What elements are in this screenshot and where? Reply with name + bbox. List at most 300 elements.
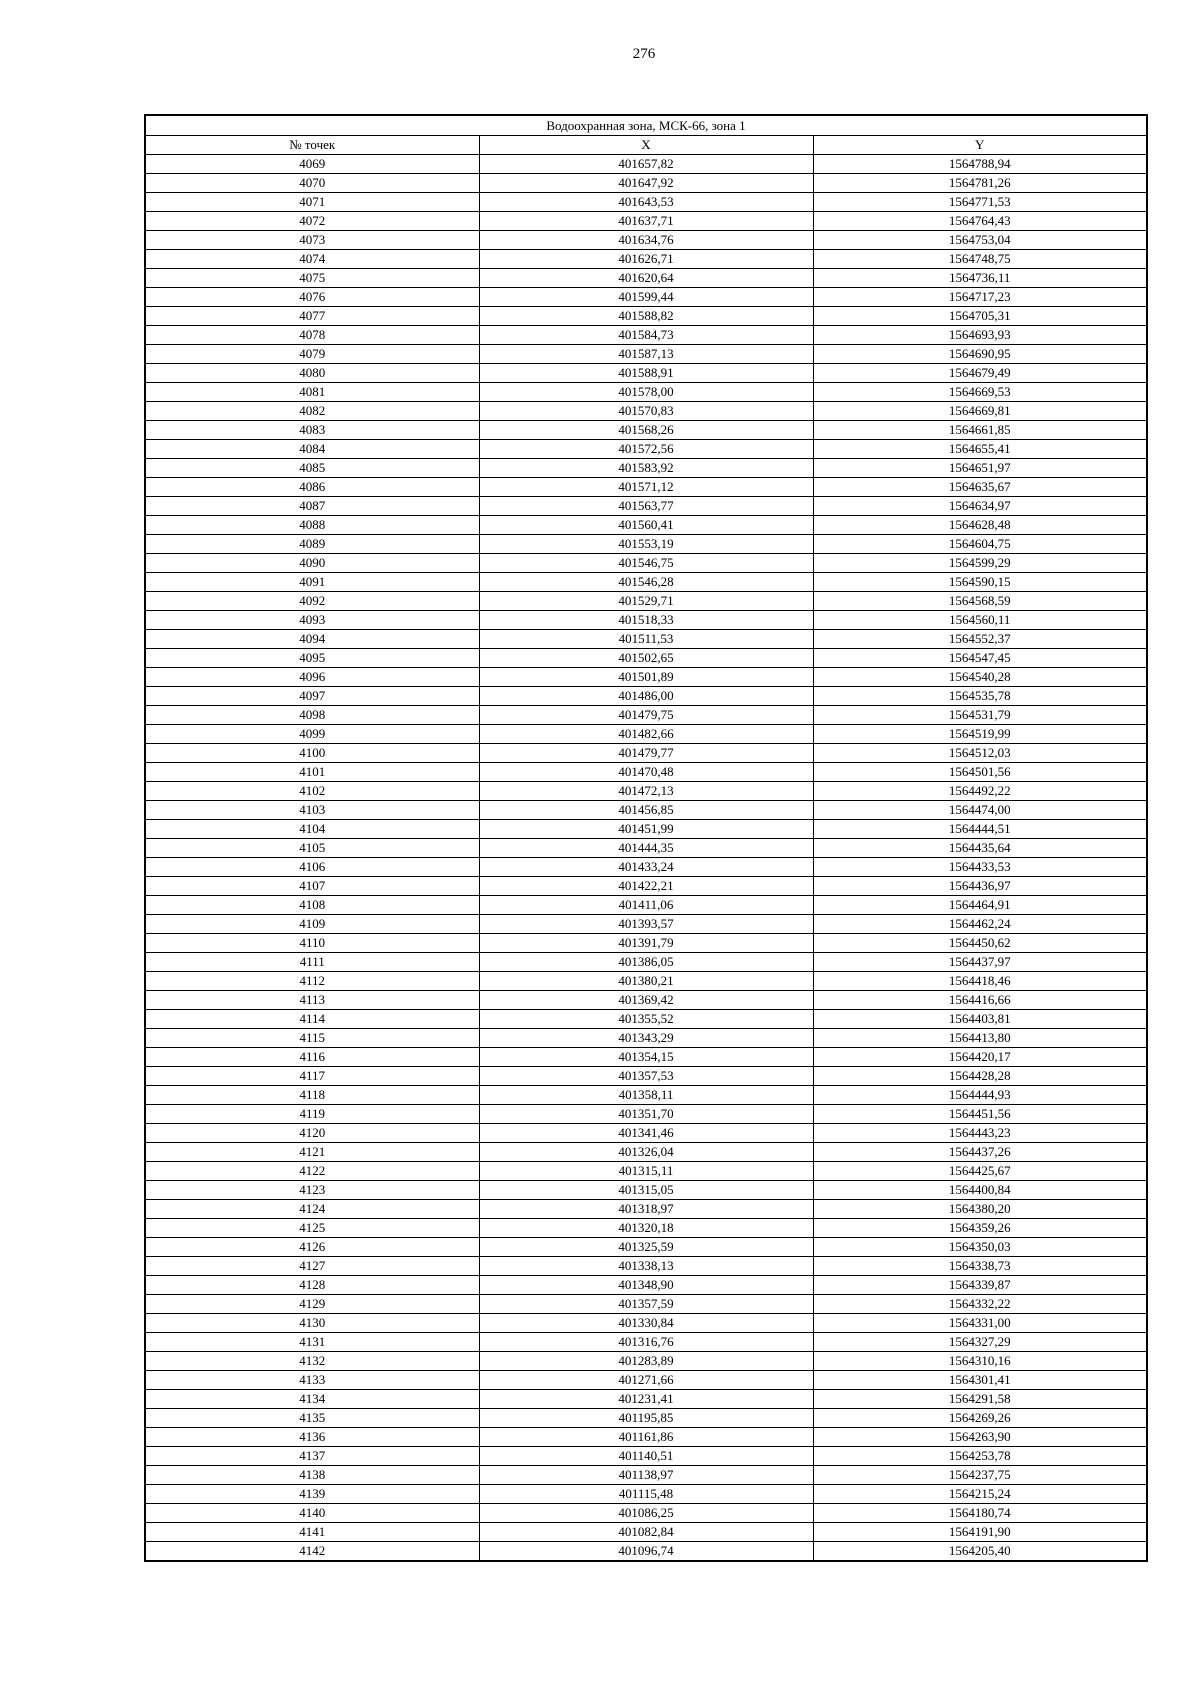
cell-point-number: 4135: [145, 1409, 479, 1428]
cell-point-number: 4117: [145, 1067, 479, 1086]
table-row: [145, 307, 1147, 326]
header-point-number: № точек: [145, 136, 479, 155]
table-row: [145, 497, 1147, 516]
cell-x: 401391,79: [479, 934, 813, 953]
cell-point-number: 4111: [145, 953, 479, 972]
table-row: [145, 1257, 1147, 1276]
cell-y: 1564269,26: [813, 1409, 1147, 1428]
cell-point-number: 4114: [145, 1010, 479, 1029]
cell-point-number: 4081: [145, 383, 479, 402]
cell-point-number: 4138: [145, 1466, 479, 1485]
cell-x: 401357,59: [479, 1295, 813, 1314]
cell-x: 401444,35: [479, 839, 813, 858]
cell-x: 401511,53: [479, 630, 813, 649]
cell-point-number: 4071: [145, 193, 479, 212]
cell-point-number: 4106: [145, 858, 479, 877]
table-row: [145, 155, 1147, 174]
cell-y: 1564359,26: [813, 1219, 1147, 1238]
table-title-row: [145, 115, 1147, 136]
cell-point-number: 4091: [145, 573, 479, 592]
cell-point-number: 4122: [145, 1162, 479, 1181]
cell-x: 401588,82: [479, 307, 813, 326]
table-row: [145, 991, 1147, 1010]
table-row: [145, 1276, 1147, 1295]
cell-point-number: 4141: [145, 1523, 479, 1542]
cell-x: 401330,84: [479, 1314, 813, 1333]
cell-y: 1564568,59: [813, 592, 1147, 611]
cell-x: 401578,00: [479, 383, 813, 402]
table-row: [145, 459, 1147, 478]
cell-y: 1564651,97: [813, 459, 1147, 478]
cell-y: 1564433,53: [813, 858, 1147, 877]
cell-point-number: 4134: [145, 1390, 479, 1409]
cell-y: 1564450,62: [813, 934, 1147, 953]
table-row: [145, 1105, 1147, 1124]
cell-x: 401482,66: [479, 725, 813, 744]
cell-x: 401637,71: [479, 212, 813, 231]
cell-x: 401283,89: [479, 1352, 813, 1371]
cell-point-number: 4097: [145, 687, 479, 706]
table-title: Водоохранная зона, МСК-66, зона 1: [145, 115, 1147, 136]
table-row: [145, 1314, 1147, 1333]
cell-x: 401479,75: [479, 706, 813, 725]
table-row: [145, 782, 1147, 801]
table-row: [145, 1371, 1147, 1390]
cell-x: 401386,05: [479, 953, 813, 972]
table-row: [145, 1200, 1147, 1219]
cell-point-number: 4074: [145, 250, 479, 269]
table-row: [145, 611, 1147, 630]
cell-x: 401456,85: [479, 801, 813, 820]
table-row: [145, 1048, 1147, 1067]
cell-y: 1564669,81: [813, 402, 1147, 421]
cell-point-number: 4131: [145, 1333, 479, 1352]
cell-point-number: 4105: [145, 839, 479, 858]
cell-y: 1564253,78: [813, 1447, 1147, 1466]
table-row: [145, 212, 1147, 231]
cell-y: 1564736,11: [813, 269, 1147, 288]
cell-x: 401518,33: [479, 611, 813, 630]
cell-point-number: 4087: [145, 497, 479, 516]
table-row: [145, 706, 1147, 725]
cell-y: 1564717,23: [813, 288, 1147, 307]
cell-x: 401599,44: [479, 288, 813, 307]
cell-x: 401354,15: [479, 1048, 813, 1067]
table-row: [145, 231, 1147, 250]
cell-y: 1564634,97: [813, 497, 1147, 516]
cell-point-number: 4094: [145, 630, 479, 649]
cell-point-number: 4093: [145, 611, 479, 630]
cell-x: 401560,41: [479, 516, 813, 535]
cell-x: 401583,92: [479, 459, 813, 478]
cell-point-number: 4121: [145, 1143, 479, 1162]
cell-y: 1564464,91: [813, 896, 1147, 915]
cell-point-number: 4073: [145, 231, 479, 250]
table-row: [145, 345, 1147, 364]
cell-x: 401082,84: [479, 1523, 813, 1542]
cell-x: 401341,46: [479, 1124, 813, 1143]
cell-x: 401140,51: [479, 1447, 813, 1466]
table-row: [145, 744, 1147, 763]
table-row: [145, 1010, 1147, 1029]
cell-point-number: 4108: [145, 896, 479, 915]
cell-y: 1564635,67: [813, 478, 1147, 497]
cell-point-number: 4078: [145, 326, 479, 345]
page-number: 276: [632, 46, 656, 62]
cell-x: 401486,00: [479, 687, 813, 706]
cell-y: 1564437,26: [813, 1143, 1147, 1162]
cell-y: 1564331,00: [813, 1314, 1147, 1333]
cell-x: 401626,71: [479, 250, 813, 269]
cell-y: 1564425,67: [813, 1162, 1147, 1181]
table-row: [145, 364, 1147, 383]
cell-point-number: 4132: [145, 1352, 479, 1371]
cell-x: 401472,13: [479, 782, 813, 801]
cell-x: 401546,75: [479, 554, 813, 573]
table-row: [145, 193, 1147, 212]
cell-y: 1564215,24: [813, 1485, 1147, 1504]
table-row: [145, 288, 1147, 307]
table-row: [145, 174, 1147, 193]
cell-x: 401570,83: [479, 402, 813, 421]
cell-point-number: 4139: [145, 1485, 479, 1504]
cell-point-number: 4086: [145, 478, 479, 497]
table-row: [145, 516, 1147, 535]
cell-y: 1564535,78: [813, 687, 1147, 706]
cell-point-number: 4140: [145, 1504, 479, 1523]
table-row: [145, 972, 1147, 991]
cell-x: 401358,11: [479, 1086, 813, 1105]
table-row: [145, 592, 1147, 611]
cell-x: 401231,41: [479, 1390, 813, 1409]
cell-y: 1564492,22: [813, 782, 1147, 801]
cell-x: 401620,64: [479, 269, 813, 288]
table-row: [145, 1466, 1147, 1485]
cell-point-number: 4142: [145, 1542, 479, 1562]
cell-x: 401657,82: [479, 155, 813, 174]
cell-point-number: 4076: [145, 288, 479, 307]
cell-point-number: 4082: [145, 402, 479, 421]
cell-y: 1564661,85: [813, 421, 1147, 440]
cell-y: 1564690,95: [813, 345, 1147, 364]
cell-x: 401351,70: [479, 1105, 813, 1124]
cell-point-number: 4107: [145, 877, 479, 896]
cell-y: 1564291,58: [813, 1390, 1147, 1409]
table-row: [145, 1523, 1147, 1542]
cell-y: 1564512,03: [813, 744, 1147, 763]
cell-x: 401571,12: [479, 478, 813, 497]
table-row: [145, 1295, 1147, 1314]
cell-y: 1564655,41: [813, 440, 1147, 459]
cell-point-number: 4095: [145, 649, 479, 668]
table-row: [145, 725, 1147, 744]
cell-point-number: 4124: [145, 1200, 479, 1219]
cell-point-number: 4115: [145, 1029, 479, 1048]
cell-y: 1564669,53: [813, 383, 1147, 402]
cell-point-number: 4084: [145, 440, 479, 459]
cell-x: 401393,57: [479, 915, 813, 934]
cell-y: 1564781,26: [813, 174, 1147, 193]
cell-y: 1564628,48: [813, 516, 1147, 535]
cell-x: 401315,05: [479, 1181, 813, 1200]
cell-y: 1564350,03: [813, 1238, 1147, 1257]
table-row: [145, 421, 1147, 440]
cell-x: 401316,76: [479, 1333, 813, 1352]
cell-x: 401369,42: [479, 991, 813, 1010]
cell-point-number: 4103: [145, 801, 479, 820]
cell-point-number: 4113: [145, 991, 479, 1010]
cell-x: 401138,97: [479, 1466, 813, 1485]
cell-y: 1564599,29: [813, 554, 1147, 573]
cell-point-number: 4069: [145, 155, 479, 174]
cell-y: 1564679,49: [813, 364, 1147, 383]
cell-point-number: 4085: [145, 459, 479, 478]
cell-x: 401195,85: [479, 1409, 813, 1428]
table-row: [145, 1390, 1147, 1409]
table-row: [145, 1504, 1147, 1523]
cell-point-number: 4109: [145, 915, 479, 934]
table-row: [145, 535, 1147, 554]
table-row: [145, 1238, 1147, 1257]
cell-x: 401634,76: [479, 231, 813, 250]
cell-y: 1564205,40: [813, 1542, 1147, 1562]
table-row: [145, 402, 1147, 421]
cell-y: 1564418,46: [813, 972, 1147, 991]
cell-x: 401433,24: [479, 858, 813, 877]
cell-point-number: 4096: [145, 668, 479, 687]
cell-x: 401320,18: [479, 1219, 813, 1238]
cell-x: 401584,73: [479, 326, 813, 345]
cell-y: 1564753,04: [813, 231, 1147, 250]
cell-point-number: 4119: [145, 1105, 479, 1124]
cell-point-number: 4075: [145, 269, 479, 288]
cell-y: 1564400,84: [813, 1181, 1147, 1200]
cell-y: 1564339,87: [813, 1276, 1147, 1295]
cell-x: 401326,04: [479, 1143, 813, 1162]
cell-point-number: 4089: [145, 535, 479, 554]
table-row: [145, 440, 1147, 459]
cell-point-number: 4104: [145, 820, 479, 839]
table-row: [145, 839, 1147, 858]
cell-x: 401348,90: [479, 1276, 813, 1295]
table-row: [145, 1219, 1147, 1238]
cell-point-number: 4083: [145, 421, 479, 440]
table-row: [145, 1143, 1147, 1162]
table-row: [145, 1409, 1147, 1428]
cell-y: 1564380,20: [813, 1200, 1147, 1219]
table-row: [145, 1542, 1147, 1562]
cell-x: 401546,28: [479, 573, 813, 592]
cell-point-number: 4120: [145, 1124, 479, 1143]
cell-y: 1564462,24: [813, 915, 1147, 934]
table-row: [145, 801, 1147, 820]
cell-point-number: 4112: [145, 972, 479, 991]
cell-point-number: 4130: [145, 1314, 479, 1333]
cell-point-number: 4136: [145, 1428, 479, 1447]
cell-x: 401161,86: [479, 1428, 813, 1447]
cell-x: 401470,48: [479, 763, 813, 782]
table-row: [145, 1485, 1147, 1504]
table-row: [145, 896, 1147, 915]
cell-y: 1564191,90: [813, 1523, 1147, 1542]
cell-y: 1564403,81: [813, 1010, 1147, 1029]
cell-x: 401338,13: [479, 1257, 813, 1276]
cell-y: 1564705,31: [813, 307, 1147, 326]
cell-y: 1564436,97: [813, 877, 1147, 896]
table-row: [145, 649, 1147, 668]
cell-point-number: 4137: [145, 1447, 479, 1466]
table-row: [145, 383, 1147, 402]
cell-y: 1564444,93: [813, 1086, 1147, 1105]
cell-y: 1564301,41: [813, 1371, 1147, 1390]
cell-x: 401529,71: [479, 592, 813, 611]
table-row: [145, 573, 1147, 592]
header-y: Y: [813, 136, 1147, 155]
table-row: [145, 1124, 1147, 1143]
table-row: [145, 1447, 1147, 1466]
cell-x: 401568,26: [479, 421, 813, 440]
table-body: [145, 155, 1147, 1562]
cell-point-number: 4118: [145, 1086, 479, 1105]
cell-y: 1564547,45: [813, 649, 1147, 668]
cell-x: 401553,19: [479, 535, 813, 554]
table-row: [145, 1333, 1147, 1352]
table-row: [145, 478, 1147, 497]
cell-point-number: 4101: [145, 763, 479, 782]
cell-x: 401451,99: [479, 820, 813, 839]
cell-x: 401643,53: [479, 193, 813, 212]
cell-y: 1564180,74: [813, 1504, 1147, 1523]
cell-x: 401587,13: [479, 345, 813, 364]
table-row: [145, 1428, 1147, 1447]
table-row: [145, 1067, 1147, 1086]
table-row: [145, 953, 1147, 972]
table-row: [145, 630, 1147, 649]
cell-point-number: 4110: [145, 934, 479, 953]
table-row: [145, 250, 1147, 269]
table-row: [145, 1352, 1147, 1371]
cell-y: 1564413,80: [813, 1029, 1147, 1048]
cell-y: 1564416,66: [813, 991, 1147, 1010]
cell-y: 1564338,73: [813, 1257, 1147, 1276]
cell-x: 401563,77: [479, 497, 813, 516]
cell-y: 1564604,75: [813, 535, 1147, 554]
cell-y: 1564540,28: [813, 668, 1147, 687]
cell-y: 1564263,90: [813, 1428, 1147, 1447]
cell-y: 1564748,75: [813, 250, 1147, 269]
table-row: [145, 1029, 1147, 1048]
cell-point-number: 4123: [145, 1181, 479, 1200]
cell-x: 401315,11: [479, 1162, 813, 1181]
cell-y: 1564444,51: [813, 820, 1147, 839]
cell-x: 401115,48: [479, 1485, 813, 1504]
table-row: [145, 820, 1147, 839]
cell-point-number: 4092: [145, 592, 479, 611]
cell-point-number: 4079: [145, 345, 479, 364]
table-row: [145, 915, 1147, 934]
cell-point-number: 4125: [145, 1219, 479, 1238]
cell-point-number: 4127: [145, 1257, 479, 1276]
cell-y: 1564501,56: [813, 763, 1147, 782]
cell-y: 1564437,97: [813, 953, 1147, 972]
cell-y: 1564435,64: [813, 839, 1147, 858]
coordinates-table: [144, 114, 1148, 1562]
table-row: [145, 858, 1147, 877]
cell-y: 1564693,93: [813, 326, 1147, 345]
cell-point-number: 4072: [145, 212, 479, 231]
table-row: [145, 326, 1147, 345]
cell-y: 1564451,56: [813, 1105, 1147, 1124]
cell-point-number: 4102: [145, 782, 479, 801]
cell-x: 401096,74: [479, 1542, 813, 1562]
table-header-row: [145, 136, 1147, 155]
cell-point-number: 4133: [145, 1371, 479, 1390]
cell-x: 401422,21: [479, 877, 813, 896]
cell-x: 401647,92: [479, 174, 813, 193]
cell-point-number: 4080: [145, 364, 479, 383]
cell-y: 1564531,79: [813, 706, 1147, 725]
cell-y: 1564519,99: [813, 725, 1147, 744]
cell-point-number: 4100: [145, 744, 479, 763]
table-row: [145, 687, 1147, 706]
cell-y: 1564560,11: [813, 611, 1147, 630]
cell-x: 401501,89: [479, 668, 813, 687]
cell-y: 1564552,37: [813, 630, 1147, 649]
cell-y: 1564420,17: [813, 1048, 1147, 1067]
cell-x: 401380,21: [479, 972, 813, 991]
cell-point-number: 4126: [145, 1238, 479, 1257]
table-row: [145, 934, 1147, 953]
table-row: [145, 668, 1147, 687]
table-row: [145, 554, 1147, 573]
cell-x: 401357,53: [479, 1067, 813, 1086]
table-row: [145, 1086, 1147, 1105]
table-row: [145, 763, 1147, 782]
cell-y: 1564310,16: [813, 1352, 1147, 1371]
cell-point-number: 4090: [145, 554, 479, 573]
table-row: [145, 269, 1147, 288]
cell-x: 401411,06: [479, 896, 813, 915]
table-row: [145, 1181, 1147, 1200]
cell-x: 401588,91: [479, 364, 813, 383]
cell-point-number: 4099: [145, 725, 479, 744]
table-row: [145, 877, 1147, 896]
cell-y: 1564771,53: [813, 193, 1147, 212]
cell-y: 1564443,23: [813, 1124, 1147, 1143]
cell-y: 1564327,29: [813, 1333, 1147, 1352]
cell-y: 1564764,43: [813, 212, 1147, 231]
cell-x: 401318,97: [479, 1200, 813, 1219]
cell-point-number: 4088: [145, 516, 479, 535]
cell-y: 1564590,15: [813, 573, 1147, 592]
cell-y: 1564474,00: [813, 801, 1147, 820]
cell-point-number: 4116: [145, 1048, 479, 1067]
cell-y: 1564237,75: [813, 1466, 1147, 1485]
header-x: X: [479, 136, 813, 155]
cell-y: 1564332,22: [813, 1295, 1147, 1314]
cell-x: 401343,29: [479, 1029, 813, 1048]
cell-point-number: 4128: [145, 1276, 479, 1295]
table-row: [145, 1162, 1147, 1181]
cell-y: 1564788,94: [813, 155, 1147, 174]
cell-x: 401479,77: [479, 744, 813, 763]
cell-x: 401271,66: [479, 1371, 813, 1390]
cell-x: 401572,56: [479, 440, 813, 459]
cell-x: 401355,52: [479, 1010, 813, 1029]
cell-point-number: 4098: [145, 706, 479, 725]
cell-x: 401086,25: [479, 1504, 813, 1523]
cell-x: 401502,65: [479, 649, 813, 668]
